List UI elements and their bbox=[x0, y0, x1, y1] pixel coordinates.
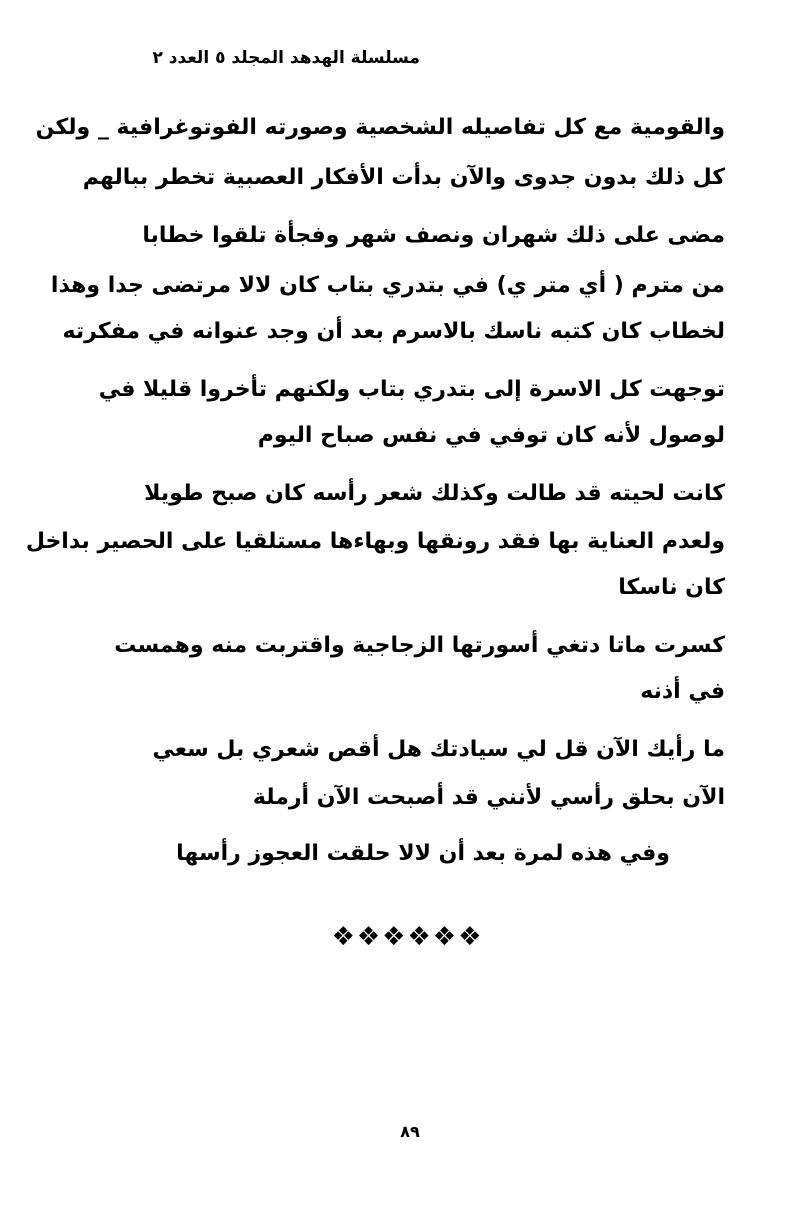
body-line-9: ولعدم العناية بها فقد رونقها وبهاءها مستلقيا على الحصير بداخل bbox=[25, 529, 725, 554]
body-line-14: الآن بحلق رأسي لأنني قد أصبحت الآن أرملة bbox=[252, 785, 725, 810]
body-line-13: ما رأيك الآن قل لي سيادتك هل أقص شعري بل سعي bbox=[152, 737, 725, 762]
body-line-4: من مترم ( أي متر ي) في بتدري بتاب كان لالا مرتضى جدا وهذا bbox=[50, 273, 725, 298]
body-line-11: كسرت ماتا دتغي أسورتها الزجاجية واقتربت منه وهمست bbox=[114, 633, 725, 658]
body-line-12: في أذنه bbox=[640, 679, 725, 704]
body-line-2: كل ذلك بدون جدوى والآن بدأت الأفكار العصبية تخطر ببالهم bbox=[82, 165, 725, 190]
body-line-15: وفي هذه لمرة بعد أن لالا حلقت العجوز رأسها bbox=[176, 841, 670, 866]
running-header: مسلسلة الهدهد المجلد ٥ العدد ٢ bbox=[152, 48, 420, 68]
body-line-1: والقومية مع كل تفاصيله الشخصية وصورته الفوتوغرافية _ ولكن bbox=[35, 115, 725, 140]
body-line-8: كانت لحيته قد طالت وكذلك شعر رأسه كان صبح طويلا bbox=[144, 481, 725, 506]
body-line-10: كان ناسكا bbox=[618, 575, 725, 600]
body-line-6: توجهت كل الاسرة إلى بتدري بتاب ولكنهم تأخروا قليلا في bbox=[98, 377, 725, 402]
body-line-5: لخطاب كان كتبه ناسك بالاسرم بعد أن وجد عنوانه في مفكرته bbox=[62, 319, 725, 344]
body-line-7: لوصول لأنه كان توفي في نفس صباح اليوم bbox=[257, 423, 725, 448]
body-line-3: مضى على ذلك شهران ونصف شهر وفجأة تلقوا خطابا bbox=[142, 223, 725, 248]
page-number: ٨٩ bbox=[400, 1122, 420, 1141]
section-ornament: ❖❖❖❖❖❖ bbox=[331, 922, 484, 952]
